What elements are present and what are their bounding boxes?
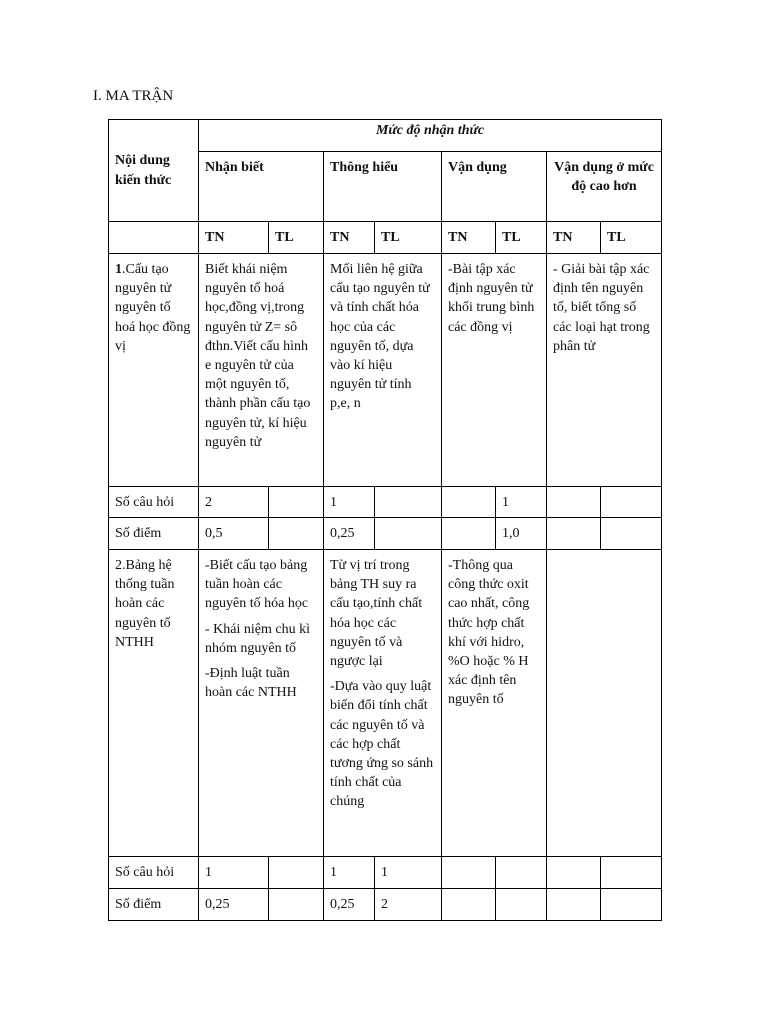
van-dung-text: -Bài tập xác định nguyên tử khối trung bình các đồng vị — [448, 262, 535, 335]
thong-hieu-content — [324, 550, 441, 812]
questions-value: 1 — [502, 495, 509, 510]
header-level-cell — [547, 152, 662, 222]
points-value — [601, 518, 661, 524]
questions-label: Số câu hỏi — [115, 495, 175, 510]
points-value — [442, 518, 495, 524]
header-level-van-dung-cao: Vận dụng ở mức độ cao hơn — [554, 160, 654, 195]
points-value — [547, 889, 600, 895]
points-value: 0,25 — [205, 897, 230, 912]
header-level-thong-hieu: Thông hiểu — [330, 160, 399, 175]
value-cell — [269, 889, 324, 921]
points-value: 0,25 — [330, 897, 355, 912]
questions-value — [496, 857, 546, 863]
thong-hieu-paragraph: -Dựa vào quy luật biến đổi tính chất các nguyên tố và các hợp chất tương ứng so sánh tính chất của chúng — [330, 679, 434, 810]
value-cell — [324, 857, 375, 889]
value-cell — [324, 487, 375, 518]
row-label-cell — [109, 518, 199, 550]
value-cell — [601, 889, 662, 921]
value-cell — [199, 889, 269, 921]
points-value — [601, 889, 661, 895]
value-cell — [199, 857, 269, 889]
thong-hieu-paragraph: Từ vị trí trong bảng TH suy ra cấu tạo,tính chất hóa học các nguyên tố và ngược lại — [330, 558, 423, 670]
value-cell — [442, 487, 496, 518]
points-value — [547, 518, 600, 524]
nhan-biet-text: Biết khái niệm nguyên tố hoá học,đồng vị,trong nguyên tử Z= sô đthn.Viết cấu hình e nguyên tử của một nguyên tố, thành phần cấu tạo nguyên tử, kí hiệu nguyên tử — [205, 262, 311, 450]
section-topic-text: 2.Bảng hệ thống tuần hoàn các nguyên tố NTHH — [115, 558, 175, 650]
points-value: 2 — [381, 897, 388, 912]
value-cell — [269, 487, 324, 518]
van-dung-cao-cell — [547, 254, 662, 487]
value-cell — [375, 857, 442, 889]
nhan-biet-paragraph: -Biết cấu tạo bảng tuần hoàn các nguyên tố hóa học — [205, 558, 309, 612]
van-dung-cao-text: - Giải bài tập xác định tên nguyên tố, biết tổng số các loại hạt trong phân tử — [553, 262, 650, 354]
van-dung-text: -Thông qua công thức oxit cao nhất, công thức hợp chất khí với hidro, %O hoặc % H xác định tên nguyên tố — [448, 558, 530, 708]
tl-cell — [496, 222, 547, 254]
value-cell — [199, 518, 269, 550]
section-topic-cell — [109, 550, 199, 857]
value-cell — [375, 518, 442, 550]
nhan-biet-paragraph: - Khái niệm chu kì nhóm nguyên tố — [205, 621, 310, 656]
tn-label: TN — [330, 230, 350, 245]
nhan-biet-paragraph: -Định luật tuần hoàn các NTHH — [205, 666, 297, 701]
page-title: I. MA TRẬN — [93, 88, 174, 104]
tn-label: TN — [205, 230, 225, 245]
tl-cell — [375, 222, 442, 254]
questions-value — [269, 487, 323, 493]
header-level-cell — [324, 152, 442, 222]
questions-value — [601, 857, 661, 863]
value-cell — [547, 518, 601, 550]
tn-label: TN — [448, 230, 468, 245]
points-value: 0,5 — [205, 526, 223, 541]
value-cell — [269, 857, 324, 889]
header-level-cell — [442, 152, 547, 222]
header-level-van-dung: Vận dụng — [448, 160, 507, 175]
section-topic-text: .Cấu tạo nguyên tử nguyên tố hoá học đồng vị — [115, 262, 191, 354]
header-topic: Nội dung kiến thức — [115, 153, 172, 188]
value-cell — [442, 518, 496, 550]
section-topic — [109, 254, 198, 356]
nhan-biet-content — [199, 550, 323, 702]
header-level-nhan-biet: Nhận biết — [205, 160, 264, 175]
tn-cell — [199, 222, 269, 254]
questions-value — [547, 487, 600, 493]
value-cell — [324, 889, 375, 921]
value-cell — [547, 857, 601, 889]
tn-cell — [324, 222, 375, 254]
value-cell — [496, 487, 547, 518]
points-value — [269, 889, 323, 895]
van-dung-cao-cell — [547, 550, 662, 857]
tn-cell — [442, 222, 496, 254]
van-dung-cell — [442, 550, 547, 857]
van-dung-cell — [442, 254, 547, 487]
points-value: 1,0 — [502, 526, 520, 541]
value-cell — [547, 487, 601, 518]
value-cell — [601, 857, 662, 889]
empty-cell — [109, 222, 199, 254]
tl-label: TL — [275, 230, 294, 245]
questions-value — [442, 857, 495, 863]
thong-hieu-text: Mối liên hệ giữa cấu tạo nguyên tử và tính chất hóa học của các nguyên tố, dựa vào kí hiệu nguyên tử tính p,e, n — [330, 262, 430, 412]
row-label-cell — [109, 889, 199, 921]
value-cell — [547, 889, 601, 921]
tl-cell — [269, 222, 324, 254]
points-label: Số điểm — [115, 897, 162, 912]
questions-value: 2 — [205, 495, 212, 510]
value-cell — [496, 857, 547, 889]
questions-label: Số câu hỏi — [115, 865, 175, 880]
tl-cell — [601, 222, 662, 254]
tn-cell — [547, 222, 601, 254]
nhan-biet-cell — [199, 550, 324, 857]
tl-label: TL — [502, 230, 521, 245]
section-topic-cell — [109, 254, 199, 487]
questions-value — [269, 857, 323, 863]
header-group: Mức độ nhận thức — [375, 123, 485, 138]
questions-value: 1 — [330, 495, 337, 510]
knowledge-matrix-table — [108, 119, 662, 921]
value-cell — [442, 889, 496, 921]
value-cell — [375, 889, 442, 921]
questions-value: 1 — [330, 865, 337, 880]
value-cell — [601, 487, 662, 518]
points-value — [375, 518, 441, 524]
header-group-cell — [199, 120, 662, 152]
row-label-cell — [109, 487, 199, 518]
thong-hieu-cell — [324, 254, 442, 487]
questions-value — [375, 487, 441, 493]
questions-value: 1 — [381, 865, 388, 880]
value-cell — [375, 487, 442, 518]
tl-label: TL — [607, 230, 626, 245]
section-topic — [109, 550, 198, 652]
row-label-cell — [109, 857, 199, 889]
points-value — [496, 889, 546, 895]
points-value: 0,25 — [330, 526, 355, 541]
value-cell — [496, 889, 547, 921]
value-cell — [442, 857, 496, 889]
header-topic-cell — [109, 120, 199, 222]
section-topic-number: 1 — [115, 262, 122, 277]
tl-label: TL — [381, 230, 400, 245]
thong-hieu-cell — [324, 550, 442, 857]
questions-value — [547, 857, 600, 863]
value-cell — [269, 518, 324, 550]
points-label: Số điểm — [115, 526, 162, 541]
header-level-cell — [199, 152, 324, 222]
nhan-biet-cell — [199, 254, 324, 487]
questions-value: 1 — [205, 865, 212, 880]
questions-value — [442, 487, 495, 493]
value-cell — [496, 518, 547, 550]
value-cell — [324, 518, 375, 550]
points-value — [269, 518, 323, 524]
value-cell — [199, 487, 269, 518]
value-cell — [601, 518, 662, 550]
points-value — [442, 889, 495, 895]
tn-label: TN — [553, 230, 573, 245]
questions-value — [601, 487, 661, 493]
